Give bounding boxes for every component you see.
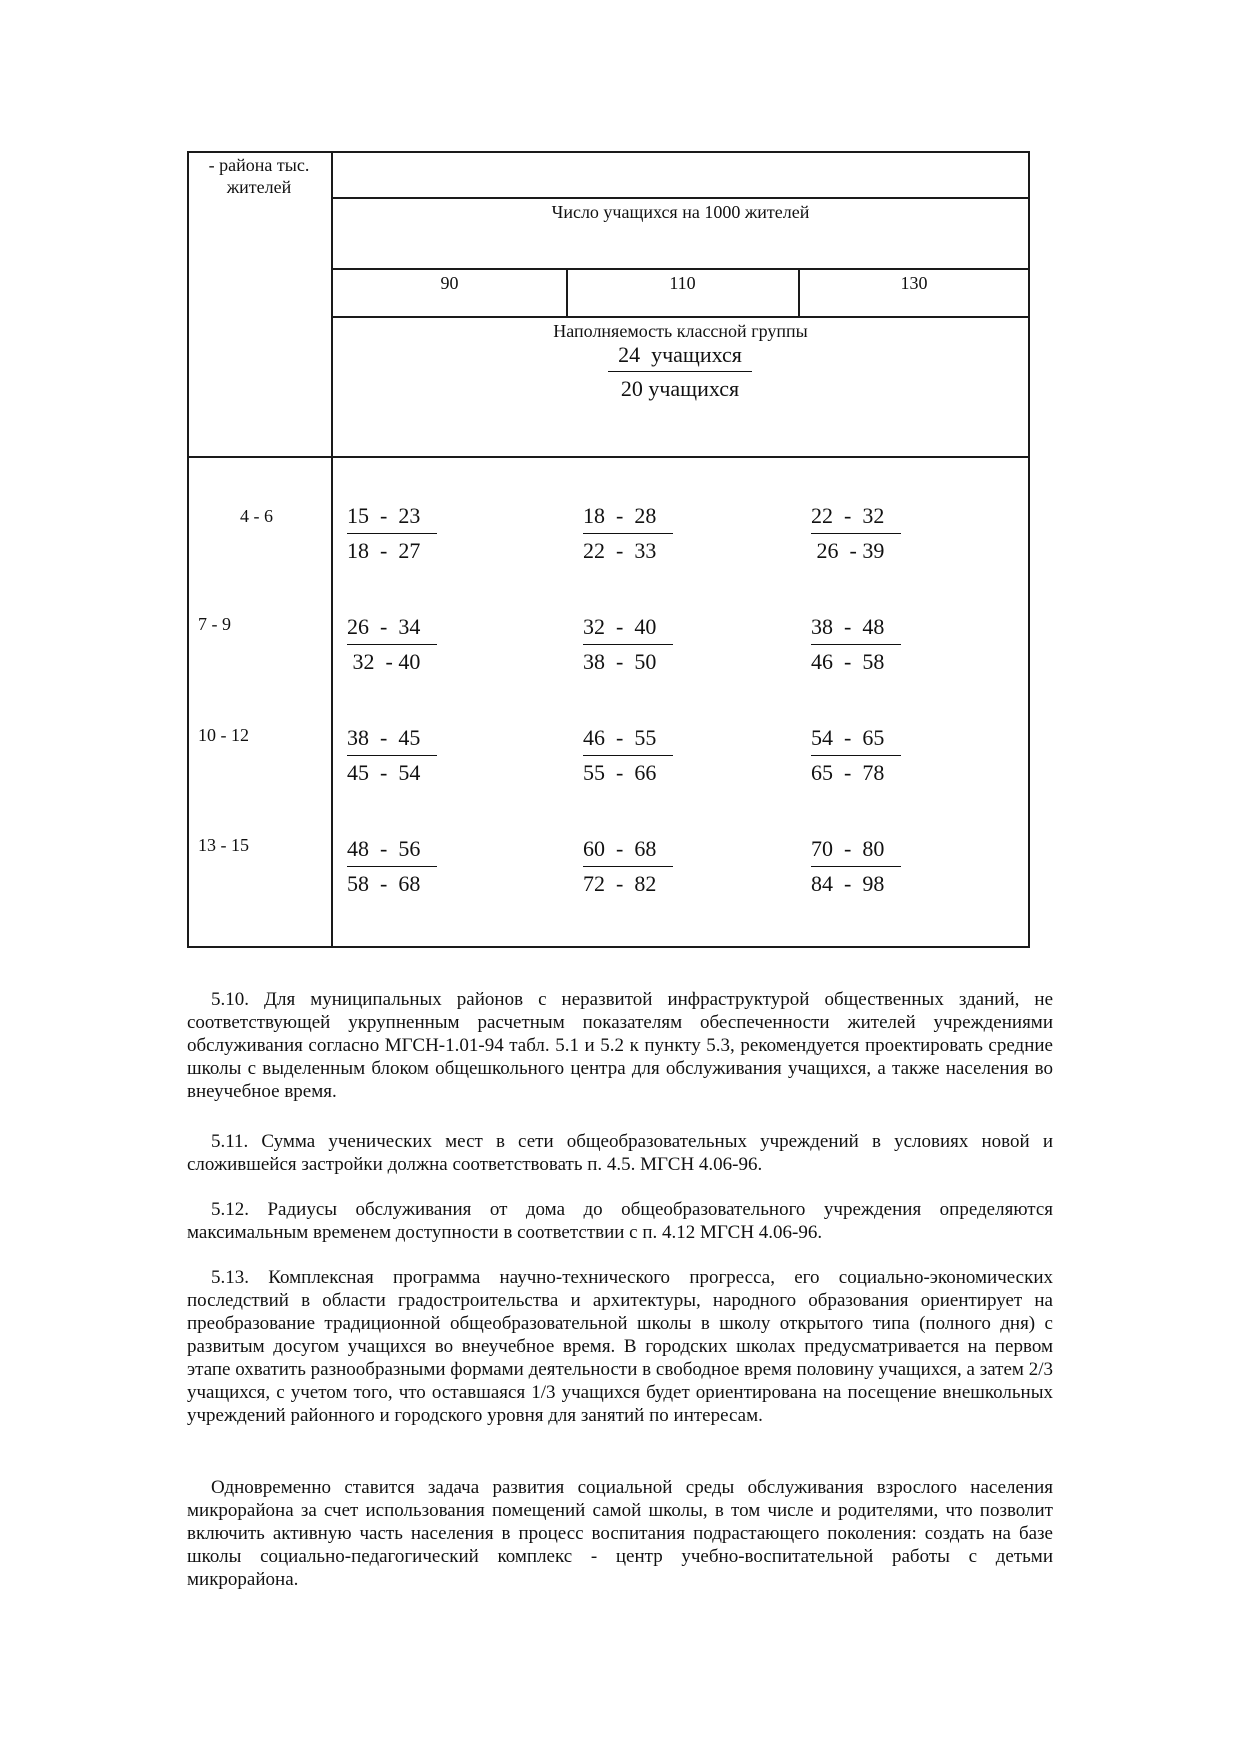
row-label: 7 - 9 <box>198 614 231 634</box>
cell-numerator: 26 - 34 <box>347 613 437 645</box>
row-label: 4 - 6 <box>240 506 273 526</box>
cell-numerator: 60 - 68 <box>583 835 673 867</box>
row-label: 10 - 12 <box>198 725 249 745</box>
cell-numerator: 22 - 32 <box>811 502 901 534</box>
cell-numerator: 46 - 55 <box>583 724 673 756</box>
group-header: Число учащихся на 1000 жителей <box>551 202 810 222</box>
cell-numerator: 32 - 40 <box>583 613 673 645</box>
table-cell <box>583 613 673 676</box>
cell-numerator: 38 - 45 <box>347 724 437 756</box>
fill-fraction-numerator: 24 учащихся <box>608 342 752 372</box>
cell-denominator: 32 - 40 <box>347 649 421 674</box>
cell-numerator: 54 - 65 <box>811 724 901 756</box>
cell-denominator: 18 - 27 <box>347 538 421 563</box>
cell-numerator: 48 - 56 <box>347 835 437 867</box>
first-column-divider <box>331 151 333 948</box>
cell-denominator: 84 - 98 <box>811 871 885 896</box>
cell-numerator: 18 - 28 <box>583 502 673 534</box>
table-cell <box>347 613 437 676</box>
table-cell <box>811 835 901 898</box>
cell-denominator: 38 - 50 <box>583 649 657 674</box>
header-line-1 <box>331 197 1030 199</box>
table-cell <box>583 724 673 787</box>
cell-denominator: 26 - 39 <box>811 538 885 563</box>
table-border-right <box>1028 151 1030 948</box>
density-col-110: 110 <box>669 273 696 293</box>
table-cell <box>811 502 901 565</box>
cell-denominator: 22 - 33 <box>583 538 657 563</box>
cell-denominator: 45 - 54 <box>347 760 421 785</box>
cell-numerator: 15 - 23 <box>347 502 437 534</box>
density-col-90: 90 <box>440 273 459 293</box>
table-cell <box>811 724 901 787</box>
header-line-3 <box>331 316 1030 318</box>
corner-header: - района тыс. жителей <box>208 155 310 197</box>
table-cell <box>583 502 673 565</box>
cell-denominator: 65 - 78 <box>811 760 885 785</box>
table-border-top <box>187 151 1030 153</box>
cell-numerator: 70 - 80 <box>811 835 901 867</box>
fill-fraction <box>608 342 752 402</box>
cell-denominator: 46 - 58 <box>811 649 885 674</box>
table-border-left <box>187 151 189 948</box>
row-label: 13 - 15 <box>198 835 249 855</box>
paragraph-5-13: 5.13. Комплексная программа научно-технического прогресса, его социально-экономических последствий в области градостроительства и архитектуры, народного образования ориентирует на преобразование традиционной общеобразовательной школы в школу открытого типа (полного дня) с развитым досугом учащихся во внеучебное время. В городских школах предусматривается на первом этапе охватить разнообразными формами деятельности в свободное время половину учащихся, а затем 2/3 учащихся, с учетом того, что оставшаяся 1/3 учащихся будет ориентирована на посещение внешкольных учреждений районного и городского уровня для занятий по интересам. <box>187 1267 1053 1426</box>
cell-denominator: 55 - 66 <box>583 760 657 785</box>
fill-fraction-denominator: 20 учащихся <box>620 376 740 401</box>
density-col-130: 130 <box>900 273 928 293</box>
cell-denominator: 58 - 68 <box>347 871 421 896</box>
table-cell <box>347 724 437 787</box>
table-border-bottom <box>187 946 1030 948</box>
paragraph-5-11: 5.11. Сумма ученических мест в сети общеобразовательных учреждений в условиях новой и сложившейся застройки должна соответствовать п. 4.5. МГСН 4.06-96. <box>187 1131 1053 1175</box>
table-cell <box>347 835 437 898</box>
table-cell <box>583 835 673 898</box>
cell-numerator: 38 - 48 <box>811 613 901 645</box>
header-line-2 <box>331 268 1030 270</box>
fill-header: Наполняемость классной группы <box>553 321 808 341</box>
paragraph-5-12: 5.12. Радиусы обслуживания от дома до общеобразовательного учреждения определяются максимальным временем доступности в соответствии с п. 4.12 МГСН 4.06-96. <box>187 1199 1053 1243</box>
paragraph-social-environment: Одновременно ставится задача развития социальной среды обслуживания взрослого населения микрорайона за счет использования помещений самой школы, в том числе и родителями, что позволит включить активную часть населения в процесс воспитания подрастающего поколения: создать на базе школы социально-педагогический комплекс - центр учебно-воспитательной работы с детьми микрорайона. <box>187 1477 1053 1590</box>
table-cell <box>347 502 437 565</box>
header-bottom-line <box>187 456 1030 458</box>
cell-denominator: 72 - 82 <box>583 871 657 896</box>
paragraph-5-10: 5.10. Для муниципальных районов с неразвитой инфраструктурой общественных зданий, не соответствующей укрупненным расчетным показателям обеспеченности жителей учреждениями обслуживания согласно МГСН-1.01-94 табл. 5.1 и 5.2 к пункту 5.3, рекомендуется проектировать средние школы с выделенным блоком общешкольного центра для обслуживания учащихся, а также населения во внеучебное время. <box>187 989 1053 1102</box>
table-cell <box>811 613 901 676</box>
